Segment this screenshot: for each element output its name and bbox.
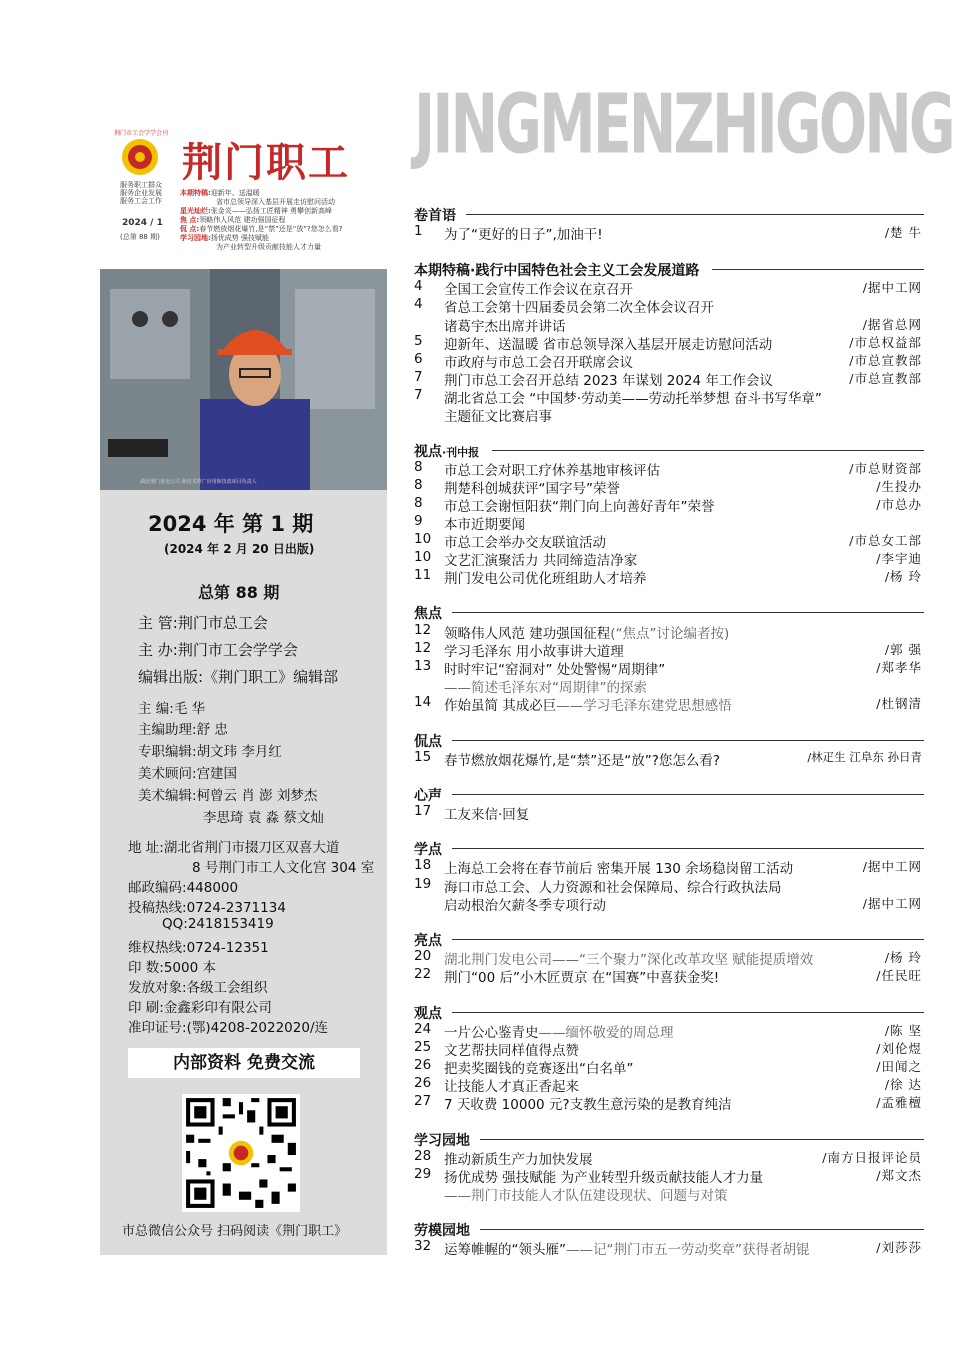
contact-line: 邮政编码:448000 (128, 880, 239, 896)
section-divider (480, 1229, 924, 1230)
toc-section-title: 劳模园地 (414, 1223, 470, 1239)
contact-line: 准印证号:(鄂)4208-2022020/连 (128, 1020, 328, 1036)
cover-issue-total: (总第 88 期) (120, 233, 160, 241)
qr-code[interactable] (182, 1094, 300, 1212)
toc-entry[interactable]: 29 扬优成势 强技赋能 为产业转型升级贡献技能人才力量 /郑文杰 (414, 1166, 922, 1186)
toc-entry[interactable]: 32 运筹帷幄的“领头雁”——记“荆门市五一劳动奖章”获得者胡锟 /刘莎莎 (414, 1238, 922, 1258)
toc-entry[interactable]: 7 荆门市总工会召开总结 2023 年谋划 2024 年工作会议 /市总宣教部 (414, 369, 922, 389)
cover-org-line: 荆门市工会学学会刊 (114, 130, 169, 137)
section-divider (480, 1139, 924, 1140)
toc-entry[interactable]: 19 海口市总工会、人力资源和社会保障局、综合行政执法局 (414, 876, 782, 896)
section-divider (452, 939, 924, 940)
banner-title: JINGMENZHIGONG (414, 78, 953, 173)
section-divider (452, 1012, 924, 1013)
toc-entry[interactable]: 27 7 天收费 10000 元?支教生意污染的是教育纯洁 /孟雅檀 (414, 1093, 922, 1113)
contact-line: 印 数:5000 本 (128, 960, 216, 976)
toc-entry[interactable]: 启动根治欠薪冬季专项行动 /据中工网 (444, 896, 922, 914)
toc-entry[interactable]: 14 作始虽简 其成必巨——学习毛泽东建党思想感悟 /杜钢清 (414, 694, 922, 714)
staff-line: 美术编辑:柯曾云 肖 澎 刘梦杰 (138, 788, 318, 804)
staff-line: 美术顾问:宫建国 (138, 766, 238, 782)
toc-entry[interactable]: 9 本市近期要闻 (414, 513, 525, 533)
toc-entry[interactable]: 8 荆楚科创城获评“国字号”荣誉 /生投办 (414, 477, 922, 497)
cover-photo (100, 269, 387, 490)
toc-section-title: 学点 (414, 842, 442, 858)
contact-line: 印 刷:金鑫彩印有限公司 (128, 1000, 272, 1016)
toc-entry[interactable]: 28 推动新质生产力加快发展 /南方日报评论员 (414, 1148, 922, 1168)
cover-image (100, 127, 387, 490)
toc-section-title: 心声 (414, 788, 442, 804)
section-divider (492, 450, 924, 451)
section-divider (466, 214, 924, 215)
toc-section-title: 侃点 (414, 734, 442, 750)
toc-entry[interactable]: 25 文艺帮扶同样值得点赞 /刘伦煜 (414, 1039, 922, 1059)
union-emblem-icon (120, 137, 160, 177)
supervisor-line: 主 管:荆门市总工会 (138, 614, 268, 632)
toc-entry[interactable]: 26 让技能人才真正香起来 /徐 达 (414, 1075, 922, 1095)
free-notice: 内部资料 免费交流 (128, 1048, 360, 1078)
section-divider (452, 612, 924, 613)
toc-entry[interactable]: 7 湖北省总工会 “中国梦·劳动美——劳动托举梦想 奋斗书写华章” (414, 387, 822, 407)
staff-line: 主 编:毛 华 (138, 701, 206, 717)
toc-section-title: 卷首语 (414, 208, 456, 224)
qr-caption: 市总微信公众号 扫码阅读《荆门职工》 (122, 1224, 348, 1239)
publish-date: (2024 年 2 月 20 日出版) (164, 542, 315, 556)
contact-line: 投稿热线:0724-2371134 (128, 900, 286, 916)
toc-section-title: 焦点 (414, 606, 442, 622)
contact-line: QQ:2418153419 (162, 916, 274, 932)
cover-feature-list: 本期特稿:迎新年、送温暖 省市总领导深入基层开展走访慰问活动 星光灿烂:张金炎——弘扬工匠精神 勇攀创新高峰 焦 点:领略伟人风范 建功强国征程 侃 点:春节燃放烟花爆竹,是“禁”还是“放”?您怎么看? 学习园地:扬优成势 强技赋能 为产业转型升级贡献技能人才力量 (180, 189, 343, 251)
section-divider (452, 740, 924, 741)
section-divider (452, 794, 924, 795)
toc-section-title: 本期特稿·践行中国特色社会主义工会发展道路 (414, 263, 700, 279)
contact-line: 维权热线:0724-12351 (128, 940, 269, 956)
toc-entry[interactable]: 17 工友来信·回复 (414, 803, 530, 823)
staff-line: 主编助理:舒 忠 (138, 722, 228, 738)
toc-entry[interactable]: 24 一片公心鉴青史——缅怀敬爱的周总理 /陈 坚 (414, 1021, 922, 1041)
publisher-line: 编辑出版:《荆门职工》编辑部 (138, 668, 339, 686)
toc-entry[interactable]: 13 时时牢记“窑洞对” 处处警惕“周期律” /郑孝华 (414, 658, 922, 678)
cover-issue: 2024 / 1 (122, 218, 163, 228)
toc-entry[interactable]: 1 为了“更好的日子”,加油干! /楚 牛 (414, 223, 922, 243)
toc-entry[interactable]: 主题征文比赛启事 (444, 409, 552, 425)
toc-entry[interactable]: 11 荆门发电公司优化班组助人才培养 /杨 玲 (414, 567, 922, 587)
staff-line: 专职编辑:胡文玮 李月红 (138, 744, 282, 760)
qr-code-icon (182, 1094, 300, 1212)
photo-caption: 湖北荆门发电公司 新技术推广应用和技改项目负责人 (140, 479, 257, 485)
contact-line: 发放对象:各级工会组织 (128, 980, 268, 996)
worker-portrait-illustration (100, 269, 387, 490)
cover-slogan: 服务企业发展 (120, 189, 162, 197)
toc-entry[interactable]: 8 市总工会对职工疗休养基地审核评估 /市总财资部 (414, 459, 922, 479)
address-line-2: 8 号荆门市工人文化宫 304 室 (192, 860, 375, 876)
address-line: 地 址:湖北省荆门市掇刀区双喜大道 (128, 840, 340, 856)
toc-entry[interactable]: 10 市总工会举办交友联谊活动 /市总女工部 (414, 531, 922, 551)
toc-section-title: 学习园地 (414, 1133, 470, 1149)
toc-subtitle: ——荆门市技能人才队伍建设现状、问题与对策 (444, 1188, 728, 1204)
toc-entry[interactable]: 6 市政府与市总工会召开联席会议 /市总宣教部 (414, 351, 922, 371)
toc-entry[interactable]: 22 荆门“00 后”小木匠贾京 在“国赛”中喜获金奖! /任民旺 (414, 966, 922, 986)
toc-entry[interactable]: 20 湖北荆门发电公司——“三个聚力”深化改革攻坚 赋能提质增效 /杨 玲 (414, 948, 922, 968)
section-divider (452, 848, 924, 849)
toc-entry[interactable]: 10 文艺汇演聚活力 共同缔造洁净家 /李宇迪 (414, 549, 922, 569)
toc-section-title: 观点 (414, 1006, 442, 1022)
toc-entry[interactable]: 12 学习毛泽东 用小故事讲大道理 /郭 强 (414, 640, 922, 660)
toc-subtitle: ——简述毛泽东对“周期律”的探索 (444, 680, 647, 696)
staff-line: 李思琦 袁 淼 蔡文灿 (203, 810, 324, 826)
cover-slogan: 服务职工群众 (120, 181, 162, 189)
toc-entry[interactable]: 4 省总工会第十四届委员会第二次全体会议召开 (414, 296, 714, 316)
host-line: 主 办:荆门市工会学学会 (138, 641, 298, 659)
section-divider (712, 269, 924, 270)
toc-entry[interactable]: 诸葛宇杰出席并讲话 /据省总网 (444, 317, 922, 335)
cover-logo-title: 荆门职工 (182, 139, 350, 186)
toc-section-title: 亮点 (414, 933, 442, 949)
toc-entry[interactable]: 15 春节燃放烟花爆竹,是“禁”还是“放”?您怎么看? /林疋生 江阜东 孙日青 (414, 749, 922, 769)
toc-entry[interactable]: 5 迎新年、送温暖 省市总领导深入基层开展走访慰问活动 /市总权益部 (414, 333, 922, 353)
toc-entry[interactable]: 12 领略伟人风范 建功强国征程(“焦点”讨论编者按) (414, 622, 730, 642)
total-issue: 总第 88 期 (198, 583, 280, 602)
issue-number: 2024 年 第 1 期 (148, 512, 314, 536)
toc-entry[interactable]: 8 市总工会谢恒阳获“荆门向上向善好青年”荣誉 /市总办 (414, 495, 922, 515)
toc-section-title: 视点·刊中报 (414, 444, 480, 460)
toc-entry[interactable]: 18 上海总工会将在春节前后 密集开展 130 余场稳岗留工活动 /据中工网 (414, 857, 922, 877)
cover-slogan: 服务工会工作 (120, 197, 162, 205)
toc-entry[interactable]: 4 全国工会宣传工作会议在京召开 /据中工网 (414, 278, 922, 298)
toc-entry[interactable]: 26 把卖奖圈钱的竞赛逐出“白名单” /田闻之 (414, 1057, 922, 1077)
